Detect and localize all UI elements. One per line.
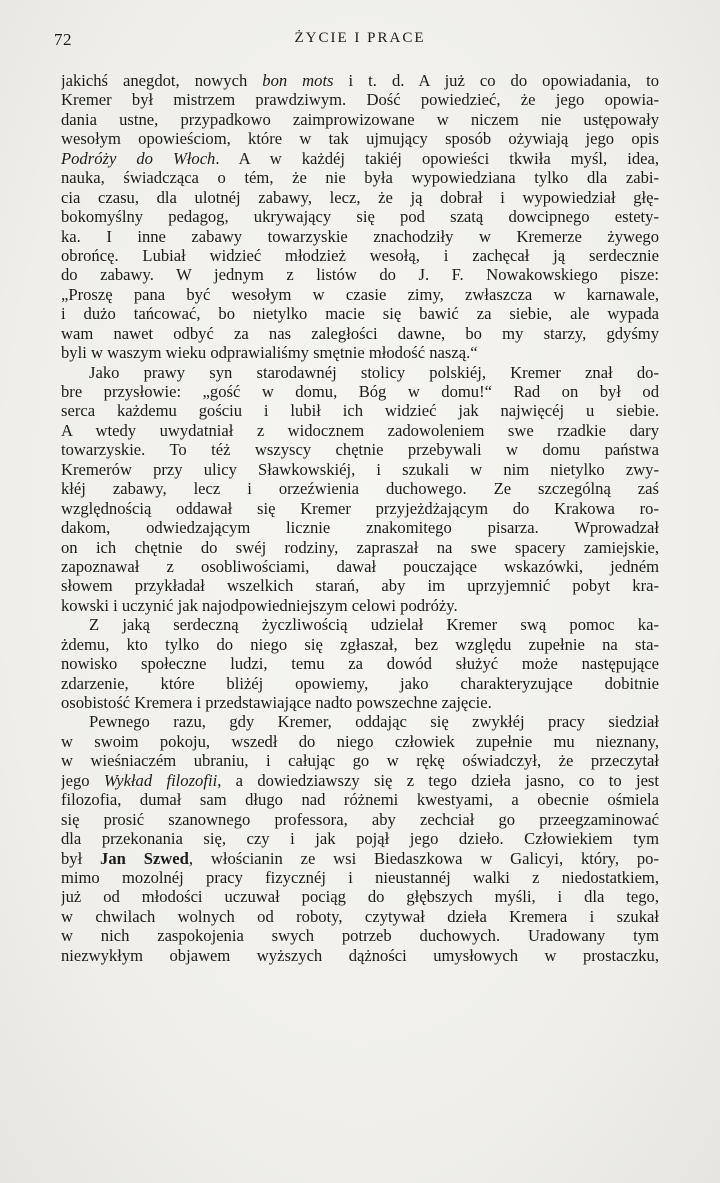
text-line xyxy=(61,907,659,926)
text-line xyxy=(61,499,659,518)
text-run: filozofia, dumał sam długo nad różnemi kwestyami, a obecnie ośmiela xyxy=(61,790,659,810)
text-line xyxy=(61,810,659,829)
text-run: Pewnego razu, gdy Kremer, oddając się zwykłéj pracy siedział xyxy=(89,712,659,732)
text-line xyxy=(61,285,659,304)
running-head xyxy=(54,30,666,52)
page-number: 72 xyxy=(54,30,72,49)
text-run: już od młodości uczuwał pociąg do głębszych myśli, i dla tego, xyxy=(61,887,659,907)
text-line xyxy=(61,207,659,226)
italic-text: Podróży do Włoch xyxy=(61,148,216,168)
text-run: nauka, świadcząca o tém, że nie była wypowiedziana tylko dla zabi- xyxy=(61,168,659,188)
text-run: on ich chętnie do swéj rodziny, zapraszał na swe spacery zamiejskie, xyxy=(61,537,659,557)
text-line xyxy=(61,71,659,90)
text-line xyxy=(61,557,659,576)
text-run: w nich zaspokojenia swych potrzeb duchowych. Uradowany tym xyxy=(61,926,659,946)
text-run: jego xyxy=(61,770,104,790)
text-line xyxy=(61,382,659,401)
text-line xyxy=(61,790,659,809)
text-line xyxy=(61,576,659,595)
text-run: dakom, odwiedzającym licznie znakomitego pisarza. Wprowadzał xyxy=(61,518,659,538)
text-line xyxy=(61,829,659,848)
text-line xyxy=(61,751,659,770)
text-run: w wieśniaczém ubraniu, i całując go w rękę oświadczył, że przeczytał xyxy=(61,751,659,771)
text-run: do zabawy. W jednym z listów do J. F. Nowakowskiego pisze: xyxy=(61,265,659,285)
text-line xyxy=(61,732,659,751)
text-line xyxy=(61,265,659,284)
italic-text: bon mots xyxy=(262,71,334,90)
text-run: byli w waszym wieku odprawialiśmy smętnie młodość naszą.“ xyxy=(61,343,478,363)
text-line xyxy=(61,887,659,906)
text-run: Z jaką serdeczną życzliwością udzielał Kremer swą pomoc ka- xyxy=(89,615,659,635)
text-line xyxy=(61,188,659,207)
text-line xyxy=(61,343,659,362)
text-run: A wtedy uwydatniał z widocznem zadowoleniem swe rzadkie dary xyxy=(61,420,659,440)
running-title: ŻYCIE I PRACE xyxy=(294,30,426,46)
text-run: , włościanin ze wsi Biedaszkowa w Galicyi, który, po- xyxy=(188,848,659,868)
text-run: Jako prawy syn starodawnéj stolicy polskiéj, Kremer znał do- xyxy=(89,362,659,382)
text-line xyxy=(61,635,659,654)
text-run: „Proszę pana być wesołym w czasie zimy, zwłaszcza w karnawale, xyxy=(61,284,659,304)
text-run: w swoim pokoju, wszedł do niego człowiek zupełnie mu nieznany, xyxy=(61,731,659,751)
text-run: kłéj zabawy, lecz i orzeźwienia duchowego. Ze szczególną zaś xyxy=(61,479,659,499)
text-line xyxy=(61,479,659,498)
text-run: kowski i uczynić jak najodpowiedniejszym celowi podróży. xyxy=(61,595,458,615)
text-run: Kremerów przy ulicy Sławkowskiéj, i szukali w nim nietylko zwy- xyxy=(61,459,659,479)
text-run: i dużo tańcować, bo nietylko macie się bawić za siebie, ale wypada xyxy=(61,304,659,324)
text-run: osobistość Kremera i przedstawiające nadto powszechne zajęcie. xyxy=(61,693,492,712)
text-run: w chwilach wolnych od roboty, czytywał dzieła Kremera i szukał xyxy=(61,906,659,926)
text-line xyxy=(61,518,659,537)
text-run: bokomyślny pedagog, ukrywający się pod szatą dowcipnego estety- xyxy=(61,207,659,227)
text-run: względnością oddawał się Kremer przyjeżdżającym do Krakowa ro- xyxy=(61,498,659,518)
text-line xyxy=(61,868,659,887)
text-run: . A w każdéj takiéj opowieści tkwiła myśl, idea, xyxy=(215,148,659,168)
text-line xyxy=(61,304,659,323)
text-line xyxy=(61,90,659,109)
text-line xyxy=(61,440,659,459)
text-run: serca każdemu gościu i lubił ich widzieć jak najwięcéj u siebie. xyxy=(61,401,659,421)
text-line xyxy=(61,849,659,868)
text-run: jakichś anegdot, nowych xyxy=(61,71,263,90)
text-run: niezwykłym objawem wyższych dążności umysłowych w prostaczku, xyxy=(61,945,659,965)
text-run: bre przysłowie: „gość w domu, Bóg w domu!“ Rad on był od xyxy=(61,382,659,401)
text-line xyxy=(61,712,659,731)
text-run: ka. I inne zabawy towarzyskie znachodziły w Kremerze żywego xyxy=(61,226,659,246)
text-line xyxy=(61,324,659,343)
text-run: zapoznawał z osobliwościami, dawał pouczające wskazówki, jedném xyxy=(61,556,659,576)
text-line xyxy=(61,363,659,382)
text-line xyxy=(61,129,659,148)
text-run: dla przekonania się, czy i jak pojął jego dzieło. Człowiekiem tym xyxy=(61,829,659,849)
text-run: mimo mozolnéj pracy fizycznéj i nieustannéj walki z niedostatkiem, xyxy=(61,867,659,887)
text-run: cia czasu, dla ulotnéj zabawy, lecz, że ją dobrał i wypowiedział głę- xyxy=(61,187,659,207)
text-line xyxy=(61,674,659,693)
text-line xyxy=(61,421,659,440)
bold-text: Jan Szwed xyxy=(100,848,189,868)
text-run: żdemu, kto tylko do niego się zgłaszał, bez względu zupełnie na sta- xyxy=(61,634,659,654)
text-run: się prosić szanownego professora, aby zechciał go przeegzaminować xyxy=(61,809,659,829)
text-line xyxy=(61,615,659,634)
text-line xyxy=(61,110,659,129)
text-line xyxy=(61,693,659,712)
text-run: dania ustne, przypadkowo zaimprowizowane w niczem nie ustępowały xyxy=(61,109,659,129)
text-line xyxy=(61,401,659,420)
text-line xyxy=(61,168,659,187)
text-run: towarzyskie. To téż wszyscy chętnie przebywali w domu państwa xyxy=(61,440,659,460)
text-line xyxy=(61,946,659,965)
text-run: Kremer był mistrzem prawdziwym. Dość powiedzieć, że jego opowia- xyxy=(61,90,659,110)
text-run: , a dowiedziawszy się z tego dzieła jasno, co to jest xyxy=(217,770,659,790)
text-run: był xyxy=(61,848,101,868)
text-line xyxy=(61,246,659,265)
text-run: obrońcę. Lubiał widzieć młodzież wesołą, i zachęcał ją serdecznie xyxy=(61,245,659,265)
text-line xyxy=(61,538,659,557)
text-run: i t. d. A już co do opowiadania, to xyxy=(333,71,659,90)
text-run: nowisko społeczne ludzi, temu za dowód służyć może następujące xyxy=(61,654,659,674)
text-run: wam nawet odbyć za nas zaległości dawne, bo my starzy, gdyśmy xyxy=(61,323,659,343)
text-line xyxy=(61,460,659,479)
text-line xyxy=(61,149,659,168)
body-text xyxy=(61,71,659,965)
text-run: zdarzenie, które bliżéj opowiemy, jako charakteryzujące dobitnie xyxy=(61,673,659,693)
text-run: słowem przykładał wszelkich starań, aby im uprzyjemnić pobyt kra- xyxy=(61,576,659,596)
text-line xyxy=(61,654,659,673)
italic-text: Wykład filozofii xyxy=(103,770,218,790)
text-line xyxy=(61,926,659,945)
text-run: wesołym opowieściom, które w tak ujmujący sposób ożywiają jego opis xyxy=(61,129,659,149)
text-line xyxy=(61,227,659,246)
text-line xyxy=(61,596,659,615)
text-line xyxy=(61,771,659,790)
